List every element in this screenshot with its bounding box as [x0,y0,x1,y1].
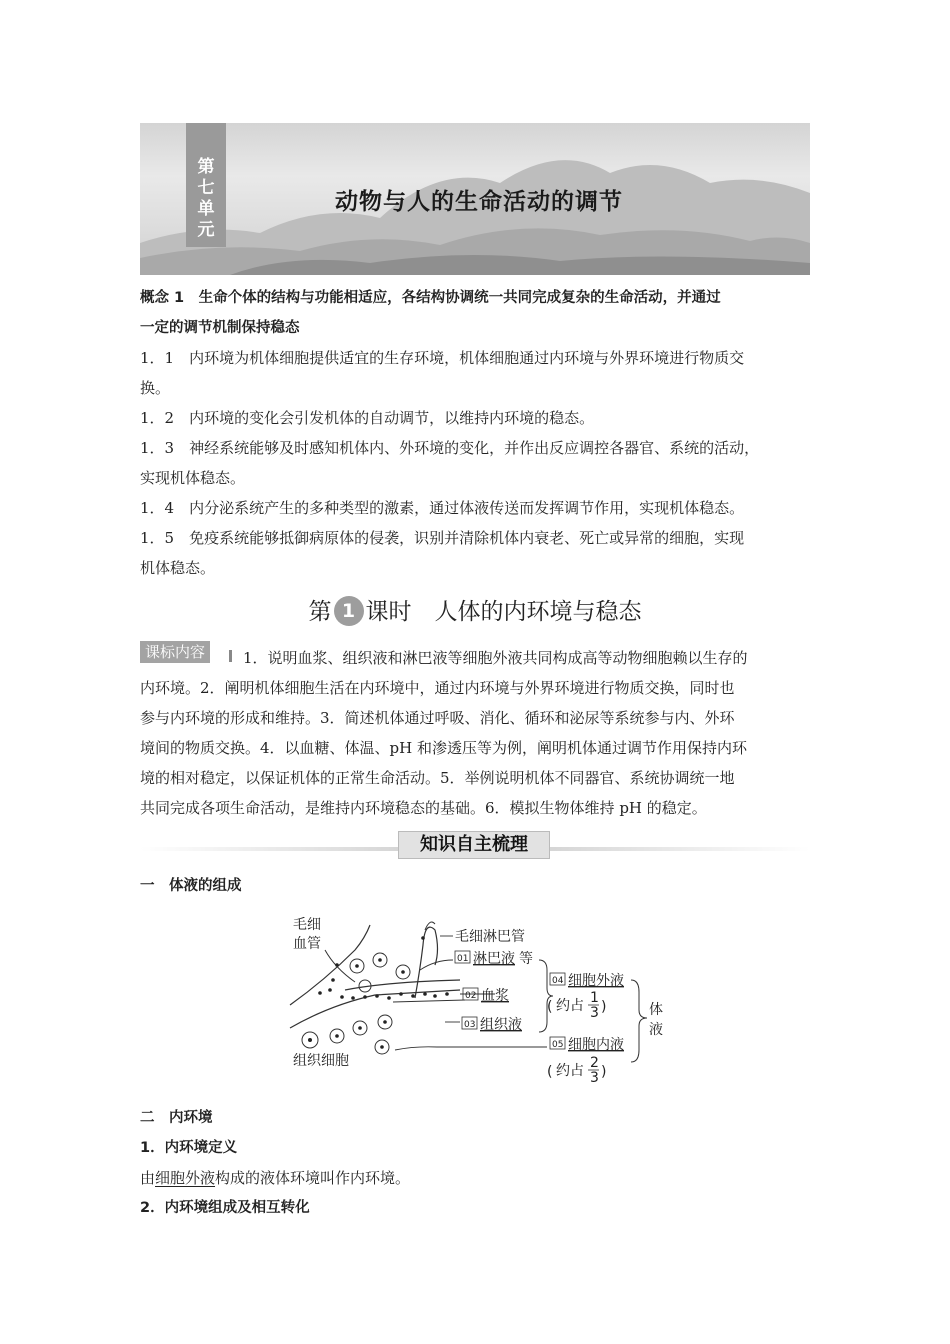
fraction-denominator: 3 [590,1070,599,1086]
lymph-answer: 淋巴液 [473,951,515,967]
fraction-numerator: 1 [590,990,599,1006]
paren-left: ( [547,1064,553,1080]
capillary-wall [393,1000,465,1002]
lesson-title [140,593,810,626]
body-fluid-diagram [285,910,675,1090]
paren-right: ) [601,1064,607,1080]
extracellular-answer: 细胞外液 [568,973,624,989]
cell-nuclei [308,958,405,1049]
approx-label: 约占 [556,998,584,1014]
body-fluid-label: 体 [649,1002,663,1018]
lesson-prefix: 第 [308,599,332,625]
tag-marker [229,650,232,662]
part2-subheading: 1．内环境定义 [140,1140,238,1156]
standard-line: 共同完成各项生命活动，是维持内环境稳态的基础。6．模拟生物体维持 pH 的稳定。 [140,799,707,817]
concept-item: 1．2 内环境的变化会引发机体的自动调节，以维持内环境的稳态。 [140,409,595,427]
lymph-capillary-label: 毛细淋巴管 [455,929,525,945]
definition-blank-answer: 细胞外液 [155,1169,216,1187]
unit-char: 第 [197,157,215,177]
concept-item: 换。 [140,379,171,397]
blank-number: 05 [552,1040,564,1050]
concept-item: 1．3 神经系统能够及时感知机体内、外环境的变化，并作出反应调控各器官、系统的活动， [140,439,760,457]
standard-line: 1．说明血浆、组织液和淋巴液等细胞外液共同构成高等动物细胞赖以生存的 [243,649,748,667]
lesson-suffix: 课时 人体的内环境与稳态 [365,599,642,625]
tissue-fluid-answer: 组织液 [480,1017,522,1033]
blank-number: 01 [457,954,469,964]
tissue-cell-group [302,953,410,1054]
concept-item: 1．5 免疫系统能够抵御病原体的侵袭，识别并清除机体内衰老、死亡或异常的细胞，实现 [140,529,745,547]
body-fluid-brace [631,980,647,1062]
section-title: 知识自主梳理 [398,831,550,859]
concept-item: 机体稳态。 [140,559,216,577]
paren-left: ( [547,999,553,1015]
standard-line: 内环境。2．阐明机体细胞生活在内环境中，通过内环境与外界环境进行物质交换，同时也 [140,679,735,697]
paren-right: ) [601,999,607,1015]
lesson-number-badge: 1 [334,596,364,626]
unit-char: 元 [197,220,215,240]
capillary-label: 血管 [293,936,321,952]
concept-line: 一定的调节机制保持稳态 [140,320,300,336]
blank-number: 04 [552,976,564,986]
unit-title: 动物与人的生命活动的调节 [335,188,623,215]
definition-suffix: 构成的液体环境叫作内环境。 [215,1169,411,1187]
group-brace [539,960,553,1032]
concept-item: 1．1 内环境为机体细胞提供适宜的生存环境，机体细胞通过内环境与外界环境进行物质交 [140,349,745,367]
part2-subheading: 2．内环境组成及相互转化 [140,1200,310,1216]
fraction-denominator: 3 [590,1005,599,1021]
definition-prefix: 由 [140,1169,156,1187]
capillary-wall [345,980,460,990]
lymph-suffix: 等 [519,951,533,967]
capillary-label: 毛细 [293,917,321,933]
standard-tag: 课标内容 [140,641,210,663]
concept-item: 1．4 内分泌系统产生的多种类型的激素，通过体液传送而发挥调节作用，实现机体稳态。 [140,499,745,517]
definition-line [140,1168,820,1188]
approx-label: 约占 [556,1063,584,1079]
intracellular-answer: 细胞内液 [568,1037,624,1053]
unit-char: 单 [197,199,215,219]
standard-line: 境间的物质交换。4．以血糖、体温、pH 和渗透压等为例，阐明机体通过调节作用保持内环 [140,739,747,757]
unit-banner [140,123,810,275]
standard-line: 境的相对稳定，以保证机体的正常生命活动。5．举例说明机体不同器官、系统协调统一地 [140,769,735,787]
concept-item: 实现机体稳态。 [140,469,246,487]
body-fluid-label: 液 [649,1022,663,1038]
tissue-cell-label: 组织细胞 [293,1053,349,1069]
fraction-numerator: 2 [590,1055,599,1071]
unit-number-tab [186,123,226,247]
part1-heading: 一 体液的组成 [140,878,242,894]
part2-heading: 二 内环境 [140,1110,213,1126]
plasma-answer: 血浆 [481,988,509,1004]
blank-number: 03 [464,1020,476,1030]
concept-line: 概念 1 生命个体的结构与功能相适应，各结构协调统一共同完成复杂的生命活动，并通过 [140,290,721,306]
blank-number: 02 [465,991,477,1001]
section-header [140,828,810,862]
unit-char: 七 [197,178,215,198]
standard-line: 参与内环境的形成和维持。3．简述机体通过呼吸、消化、循环和泌尿等系统参与内、外环 [140,709,735,727]
